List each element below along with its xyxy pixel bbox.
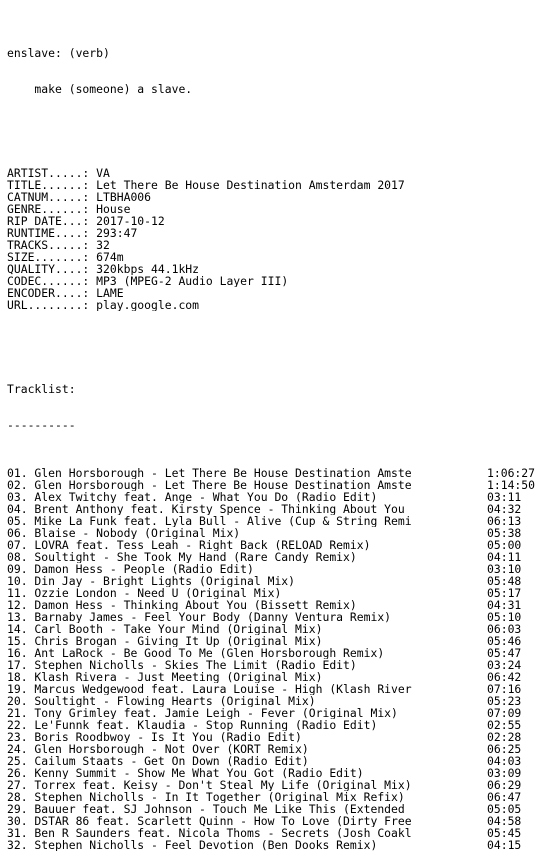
meta-line (7, 227, 487, 239)
track-row (7, 754, 522, 768)
meta-line (7, 287, 487, 299)
track-duration: 02:55 (487, 718, 522, 732)
track-row (7, 478, 536, 492)
track-row (7, 778, 522, 792)
track-duration: 04:58 (487, 814, 522, 828)
track-title: 04. Brent Anthony feat. Kirsty Spence - Thinking About You (7, 503, 405, 515)
track-title: 17. Stephen Nicholls - Skies The Limit (Radio Edit) (7, 659, 357, 671)
track-row (7, 814, 522, 828)
track-duration: 07:09 (487, 706, 522, 720)
track-duration: 05:38 (487, 526, 522, 540)
track-duration: 02:28 (487, 730, 522, 744)
tracklist-heading: Tracklist: (7, 383, 76, 395)
track-duration: 05:47 (487, 646, 522, 660)
tracklist-rule: ---------- (7, 419, 76, 431)
track-title: 10. Din Jay - Bright Lights (Original Mix) (7, 575, 296, 587)
meta-line (7, 203, 487, 215)
track-row (7, 682, 522, 696)
meta-key: GENRE......: (7, 203, 90, 215)
track-duration: 06:47 (487, 790, 522, 804)
track-title: 05. Mike La Funk feat. Lyla Bull - Alive (Cup & String Remi (7, 515, 412, 527)
track-duration: 04:11 (487, 550, 522, 564)
meta-key: URL........: (7, 299, 90, 311)
track-title: 02. Glen Horsborough - Let There Be House Destination Amste (7, 479, 412, 491)
meta-line (7, 191, 487, 203)
track-title: 12. Damon Hess - Thinking About You (Bissett Remix) (7, 599, 357, 611)
track-title: 22. Le'Funnk feat. Klaudia - Stop Running (Radio Edit) (7, 719, 378, 731)
track-row (7, 574, 522, 588)
track-row (7, 766, 522, 780)
track-title: 15. Chris Brogan - Giving It Up (Original Mix) (7, 635, 323, 647)
track-row (7, 502, 522, 516)
track-row (7, 526, 522, 540)
track-duration: 05:10 (487, 610, 522, 624)
track-duration: 06:13 (487, 514, 522, 528)
track-title: 27. Torrex feat. Keisy - Don't Steal My Life (Original Mix) (7, 779, 412, 791)
meta-value: LTBHA006 (96, 191, 152, 203)
track-row (7, 586, 522, 600)
definition-word: enslave: (verb) (7, 47, 110, 59)
nfo-document (7, 23, 536, 863)
track-duration: 05:46 (487, 634, 522, 648)
track-title: 24. Glen Horsborough - Not Over (KORT Remix) (7, 743, 309, 755)
track-duration: 04:31 (487, 598, 522, 612)
meta-line (7, 299, 487, 311)
track-duration: 07:16 (487, 682, 522, 696)
track-row (7, 790, 522, 804)
track-title: 06. Blaise - Nobody (Original Mix) (7, 527, 241, 539)
meta-value: VA (96, 167, 110, 179)
track-duration: 04:15 (487, 838, 522, 852)
definition-text: make (someone) a slave. (7, 83, 193, 95)
track-title: 08. Soultight - She Took My Hand (Rare Candy Remix) (7, 551, 357, 563)
track-title: 30. DSTAR 86 feat. Scarlett Quinn - How To Love (Dirty Free (7, 815, 412, 827)
tracklist (7, 466, 536, 852)
track-duration: 04:03 (487, 754, 522, 768)
track-row (7, 622, 522, 636)
track-duration: 05:23 (487, 694, 522, 708)
meta-line (7, 239, 487, 251)
track-row (7, 730, 522, 744)
track-row (7, 742, 522, 756)
track-title: 31. Ben R Saunders feat. Nicola Thoms - Secrets (Josh Coakl (7, 827, 412, 839)
track-title: 03. Alex Twitchy feat. Ange - What You Do (Radio Edit) (7, 491, 378, 503)
track-title: 13. Barnaby James - Feel Your Body (Danny Ventura Remix) (7, 611, 392, 623)
meta-key: TITLE......: (7, 179, 90, 191)
track-title: 28. Stephen Nicholls - In It Together (Original Mix Refix) (7, 791, 405, 803)
track-duration: 05:00 (487, 538, 522, 552)
meta-value: House (96, 203, 131, 215)
track-title: 21. Tony Grimley feat. Jamie Leigh - Fever (Original Mix) (7, 707, 398, 719)
meta-value: 320kbps 44.1kHz (96, 263, 200, 275)
meta-line (7, 251, 487, 263)
track-title: 16. Ant LaRock - Be Good To Me (Glen Horsborough Remix) (7, 647, 385, 659)
track-title: 07. LOVRA feat. Tess Leah - Right Back (RELOAD Remix) (7, 539, 371, 551)
track-row (7, 646, 522, 660)
track-title: 32. Stephen Nicholls - Feel Devotion (Ben Dooks Remix) (7, 839, 378, 851)
track-row (7, 658, 522, 672)
meta-key: QUALITY....: (7, 263, 90, 275)
meta-key: ARTIST.....: (7, 167, 90, 179)
track-duration: 03:24 (487, 658, 522, 672)
meta-value: Let There Be House Destination Amsterdam 2017 (96, 179, 405, 191)
track-duration: 06:25 (487, 742, 522, 756)
track-title: 18. Klash Rivera - Just Meeting (Original Mix) (7, 671, 323, 683)
track-duration: 03:11 (487, 490, 522, 504)
meta-line (7, 167, 487, 179)
meta-line (7, 215, 487, 227)
track-duration: 05:17 (487, 586, 522, 600)
meta-value: 2017-10-12 (96, 215, 165, 227)
track-duration: 06:03 (487, 622, 522, 636)
track-row (7, 826, 522, 840)
track-duration: 03:09 (487, 766, 522, 780)
track-title: 25. Cailum Staats - Get On Down (Radio Edit) (7, 755, 309, 767)
track-title: 20. Soultight - Flowing Hearts (Original Mix) (7, 695, 316, 707)
meta-value: 674m (96, 251, 124, 263)
meta-line (7, 275, 487, 287)
track-row (7, 706, 522, 720)
track-title: 11. Ozzie London - Need U (Original Mix) (7, 587, 282, 599)
meta-key: CODEC......: (7, 275, 90, 287)
meta-key: RUNTIME....: (7, 227, 90, 239)
release-metadata (7, 167, 487, 311)
track-row (7, 466, 536, 480)
track-title: 14. Carl Booth - Take Your Mind (Original Mix) (7, 623, 323, 635)
meta-value: play.google.com (96, 299, 200, 311)
track-row (7, 694, 522, 708)
track-title: 23. Boris Roodbwoy - Is It You (Radio Edit) (7, 731, 302, 743)
track-row (7, 550, 522, 564)
track-duration: 05:48 (487, 574, 522, 588)
meta-line (7, 263, 487, 275)
track-title: 29. Bauuer feat. SJ Johnson - Touch Me Like This (Extended (7, 803, 405, 815)
track-duration: 06:42 (487, 670, 522, 684)
meta-line (7, 179, 487, 191)
track-row (7, 538, 522, 552)
track-duration: 1:14:50 (487, 478, 536, 492)
track-duration: 04:32 (487, 502, 522, 516)
track-duration: 05:45 (487, 826, 522, 840)
track-title: 01. Glen Horsborough - Let There Be House Destination Amste (7, 467, 412, 479)
meta-key: ENCODER....: (7, 287, 90, 299)
track-row (7, 598, 522, 612)
track-row (7, 562, 522, 576)
track-duration: 05:05 (487, 802, 522, 816)
track-title: 09. Damon Hess - People (Radio Edit) (7, 563, 254, 575)
meta-key: SIZE.......: (7, 251, 90, 263)
track-duration: 06:29 (487, 778, 522, 792)
meta-key: CATNUM.....: (7, 191, 90, 203)
meta-key: RIP DATE...: (7, 215, 90, 227)
track-row (7, 838, 522, 852)
track-row (7, 634, 522, 648)
track-row (7, 670, 522, 684)
track-row (7, 514, 522, 528)
track-row (7, 490, 522, 504)
track-duration: 03:10 (487, 562, 522, 576)
spacer (7, 119, 487, 131)
meta-key: TRACKS.....: (7, 239, 90, 251)
meta-value: 293:47 (96, 227, 138, 239)
track-duration: 1:06:27 (487, 466, 536, 480)
track-row (7, 802, 522, 816)
track-title: 19. Marcus Wedgewood feat. Laura Louise - High (Klash River (7, 683, 412, 695)
track-row (7, 718, 522, 732)
meta-value: 32 (96, 239, 110, 251)
meta-value: LAME (96, 287, 124, 299)
spacer (7, 347, 487, 359)
track-row (7, 610, 522, 624)
meta-value: MP3 (MPEG-2 Audio Layer III) (96, 275, 289, 287)
track-title: 26. Kenny Summit - Show Me What You Got (Radio Edit) (7, 767, 364, 779)
